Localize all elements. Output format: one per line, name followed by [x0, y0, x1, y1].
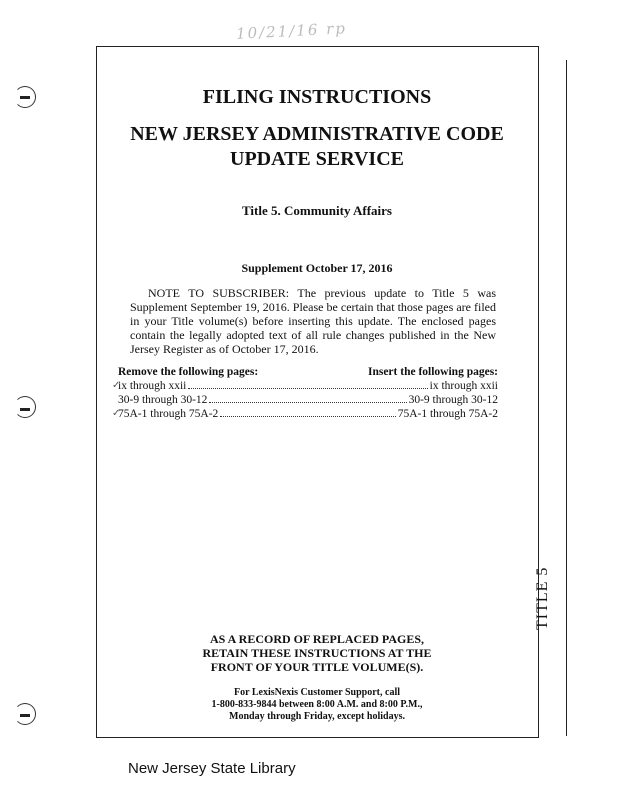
binder-hole-icon: [14, 396, 36, 418]
table-row: [112, 379, 498, 393]
binder-hole-mark: [20, 408, 30, 411]
code-title: [96, 122, 538, 172]
record-notice: [96, 632, 538, 674]
note-text: NOTE TO SUBSCRIBER: The previous update to Title 5 was Supplement September 19, 2016. Please be certain that those pages are filed in your Title volume(s) before inserting this update. The enclosed pages contain the legally adopted text of all rule changes published in the New Jersey Register as of October 17, 2016.: [130, 286, 496, 356]
leader-dots: [209, 393, 406, 403]
binder-hole-mark: [20, 96, 30, 99]
title-subject: Title 5. Community Affairs: [242, 203, 392, 218]
code-title-line1: NEW JERSEY ADMINISTRATIVE CODE: [130, 123, 504, 145]
support-line: 1-800-833-9844 between 8:00 A.M. and 8:00 P.M.,: [211, 699, 423, 710]
insert-header: Insert the following pages:: [367, 366, 498, 378]
record-notice-line: FRONT OF YOUR TITLE VOLUME(S).: [210, 660, 424, 674]
handwritten-note: 10/21/16 rp: [235, 19, 348, 43]
support-info: [96, 687, 538, 723]
binder-hole-mark: [20, 714, 30, 717]
spine-edge: [566, 60, 567, 736]
supplement-date: Supplement October 17, 2016: [241, 261, 393, 275]
remove-pages: 75A-1 through 75A-2: [118, 408, 219, 420]
table-row: [118, 393, 498, 407]
support-line: Monday through Friday, except holidays.: [229, 711, 405, 722]
leader-dots: [188, 379, 427, 389]
checkmark-icon: ✓: [112, 408, 121, 419]
insert-pages: 75A-1 through 75A-2: [397, 408, 498, 420]
leader-dots: [220, 407, 395, 417]
record-notice-line: AS A RECORD OF REPLACED PAGES,: [209, 632, 425, 646]
record-notice-line: RETAIN THESE INSTRUCTIONS AT THE: [202, 646, 432, 660]
code-title-line2: UPDATE SERVICE: [230, 148, 404, 170]
table-row: [112, 407, 498, 421]
checkmark-icon: ✓: [112, 380, 121, 391]
library-stamp: New Jersey State Library: [128, 760, 296, 777]
pages-table: [112, 366, 498, 421]
insert-pages: 30-9 through 30-12: [408, 394, 498, 406]
spine-divider: [538, 46, 539, 737]
support-line: For LexisNexis Customer Support, call: [233, 687, 400, 698]
pages-table-header: [118, 366, 498, 379]
remove-pages: 30-9 through 30-12: [118, 394, 208, 406]
spine-label: TITLE 5: [534, 566, 551, 630]
remove-header: Remove the following pages:: [118, 366, 259, 378]
page-title: FILING INSTRUCTIONS: [202, 86, 432, 108]
remove-pages: ix through xxii: [118, 380, 187, 392]
subscriber-note: [130, 286, 496, 356]
insert-pages: ix through xxii: [429, 380, 498, 392]
